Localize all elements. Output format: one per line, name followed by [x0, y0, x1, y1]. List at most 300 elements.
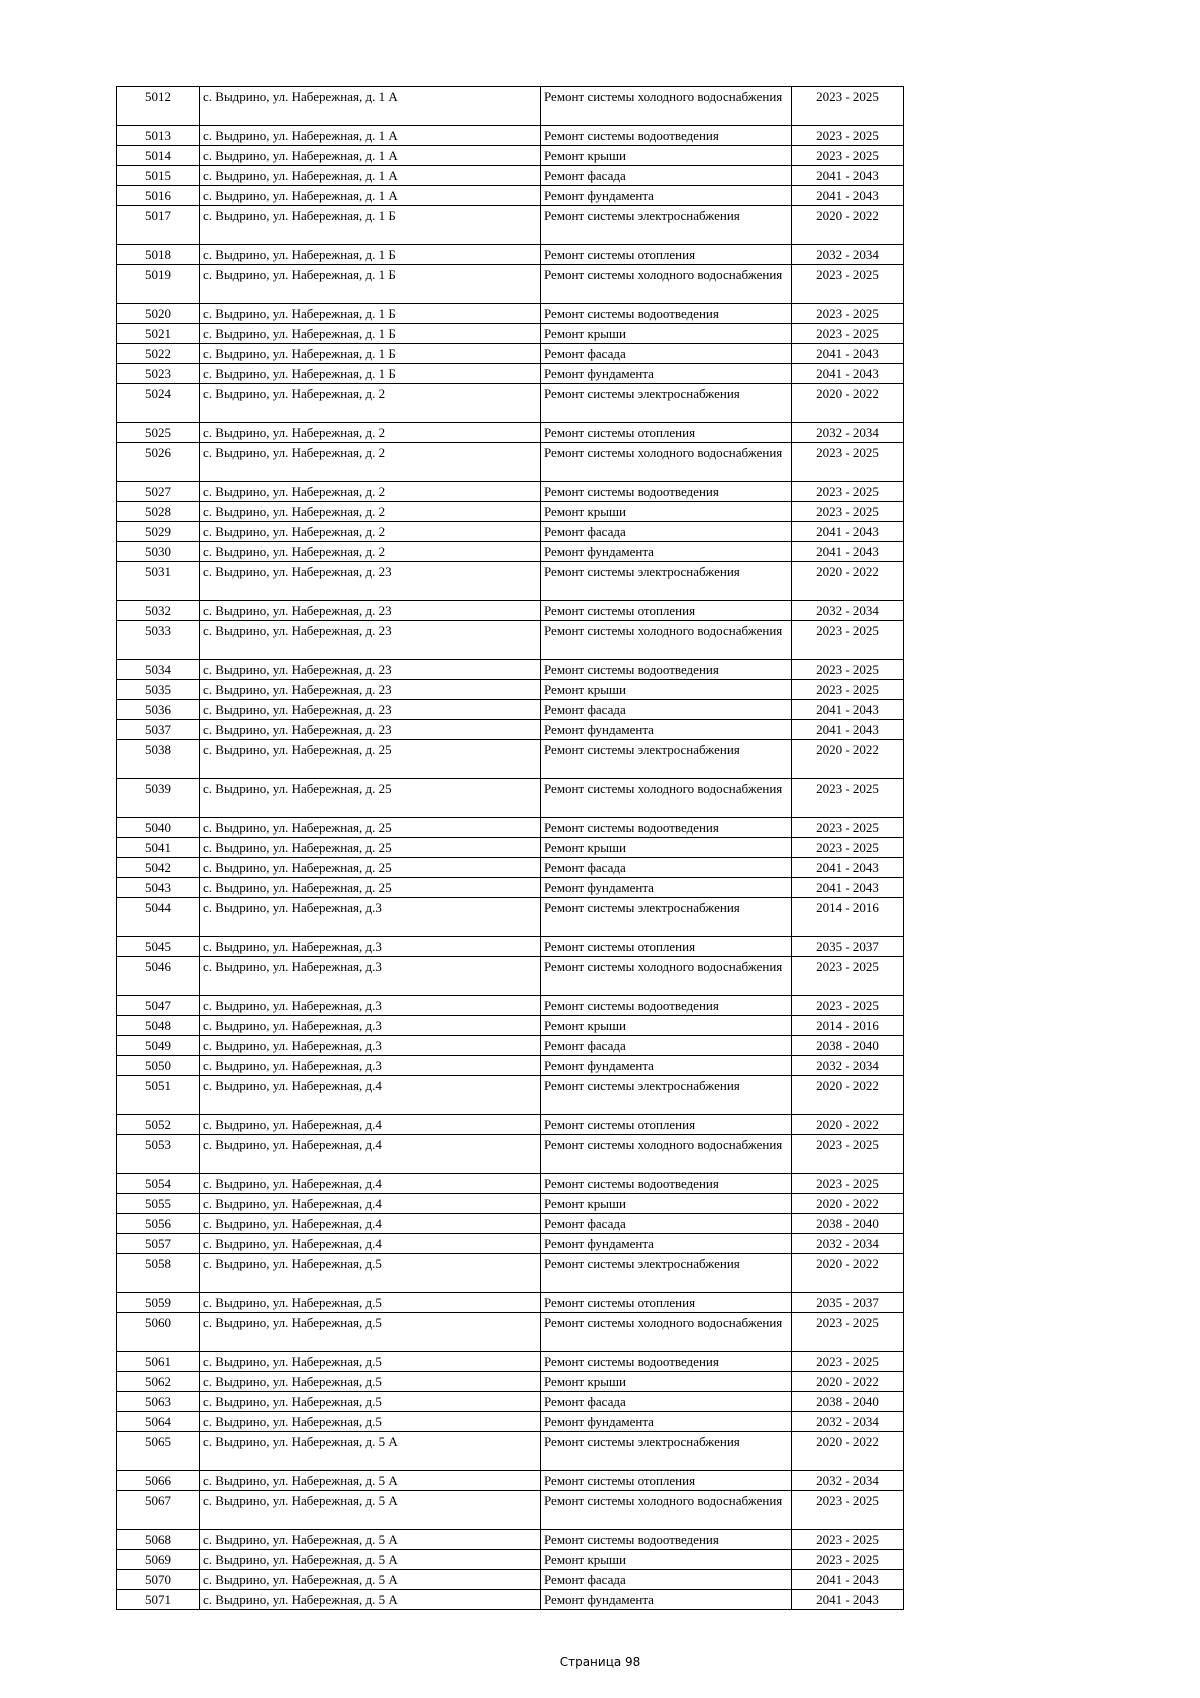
table-row: [117, 700, 904, 720]
cell-address: с. Выдрино, ул. Набережная, д.5: [200, 1372, 541, 1392]
table-row: [117, 621, 904, 660]
cell-period: 2041 - 2043: [792, 364, 904, 384]
table-row: [117, 1234, 904, 1254]
cell-address: с. Выдрино, ул. Набережная, д.3: [200, 1056, 541, 1076]
cell-period: 2023 - 2025: [792, 482, 904, 502]
cell-period: 2020 - 2022: [792, 1115, 904, 1135]
cell-period: 2023 - 2025: [792, 1550, 904, 1570]
cell-address: с. Выдрино, ул. Набережная, д. 23: [200, 700, 541, 720]
cell-period: 2038 - 2040: [792, 1392, 904, 1412]
cell-work-type: Ремонт системы водоотведения: [541, 1352, 792, 1372]
cell-number: 5062: [117, 1372, 200, 1392]
cell-work-type: Ремонт фундамента: [541, 364, 792, 384]
cell-work-type: Ремонт системы электроснабжения: [541, 1432, 792, 1471]
table-row: [117, 1016, 904, 1036]
cell-address: с. Выдрино, ул. Набережная, д. 1 Б: [200, 344, 541, 364]
cell-number: 5065: [117, 1432, 200, 1471]
cell-period: 2023 - 2025: [792, 660, 904, 680]
table-row: [117, 996, 904, 1016]
cell-period: 2023 - 2025: [792, 996, 904, 1016]
table-row: [117, 1135, 904, 1174]
cell-number: 5020: [117, 304, 200, 324]
cell-work-type: Ремонт системы электроснабжения: [541, 206, 792, 245]
cell-number: 5014: [117, 146, 200, 166]
table-row: [117, 562, 904, 601]
cell-address: с. Выдрино, ул. Набережная, д. 2: [200, 502, 541, 522]
table-row: [117, 384, 904, 423]
cell-address: с. Выдрино, ул. Набережная, д. 1 А: [200, 87, 541, 126]
cell-work-type: Ремонт фундамента: [541, 1056, 792, 1076]
cell-number: 5056: [117, 1214, 200, 1234]
cell-work-type: Ремонт системы отопления: [541, 1115, 792, 1135]
cell-period: 2023 - 2025: [792, 1313, 904, 1352]
cell-number: 5057: [117, 1234, 200, 1254]
page-footer: [0, 1655, 1200, 1669]
cell-address: с. Выдрино, ул. Набережная, д. 23: [200, 562, 541, 601]
cell-number: 5045: [117, 937, 200, 957]
cell-address: с. Выдрино, ул. Набережная, д.4: [200, 1214, 541, 1234]
cell-address: с. Выдрино, ул. Набережная, д. 23: [200, 720, 541, 740]
cell-address: с. Выдрино, ул. Набережная, д. 23: [200, 601, 541, 621]
cell-number: 5054: [117, 1174, 200, 1194]
cell-work-type: Ремонт крыши: [541, 838, 792, 858]
cell-period: 2020 - 2022: [792, 384, 904, 423]
cell-work-type: Ремонт фасада: [541, 1036, 792, 1056]
cell-work-type: Ремонт системы водоотведения: [541, 126, 792, 146]
table-row: [117, 898, 904, 937]
cell-period: 2020 - 2022: [792, 740, 904, 779]
table-row: [117, 364, 904, 384]
cell-address: с. Выдрино, ул. Набережная, д. 1 Б: [200, 304, 541, 324]
cell-number: 5053: [117, 1135, 200, 1174]
cell-address: с. Выдрино, ул. Набережная, д.3: [200, 1016, 541, 1036]
table-row: [117, 680, 904, 700]
cell-period: 2041 - 2043: [792, 344, 904, 364]
cell-period: 2023 - 2025: [792, 957, 904, 996]
cell-period: 2041 - 2043: [792, 858, 904, 878]
cell-address: с. Выдрино, ул. Набережная, д. 25: [200, 740, 541, 779]
cell-work-type: Ремонт крыши: [541, 1372, 792, 1392]
cell-number: 5061: [117, 1352, 200, 1372]
table-row: [117, 482, 904, 502]
cell-work-type: Ремонт системы водоотведения: [541, 1530, 792, 1550]
cell-work-type: Ремонт фасада: [541, 700, 792, 720]
table-row: [117, 502, 904, 522]
cell-period: 2023 - 2025: [792, 324, 904, 344]
cell-address: с. Выдрино, ул. Набережная, д.3: [200, 898, 541, 937]
cell-address: с. Выдрино, ул. Набережная, д. 1 Б: [200, 245, 541, 265]
cell-work-type: Ремонт фасада: [541, 1570, 792, 1590]
cell-period: 2020 - 2022: [792, 562, 904, 601]
cell-address: с. Выдрино, ул. Набережная, д. 2: [200, 443, 541, 482]
table-row: [117, 779, 904, 818]
cell-period: 2032 - 2034: [792, 423, 904, 443]
cell-number: 5030: [117, 542, 200, 562]
cell-number: 5044: [117, 898, 200, 937]
cell-work-type: Ремонт системы отопления: [541, 423, 792, 443]
cell-period: 2023 - 2025: [792, 126, 904, 146]
cell-address: с. Выдрино, ул. Набережная, д. 1 А: [200, 146, 541, 166]
cell-number: 5031: [117, 562, 200, 601]
cell-period: 2023 - 2025: [792, 1135, 904, 1174]
cell-address: с. Выдрино, ул. Набережная, д. 2: [200, 423, 541, 443]
cell-work-type: Ремонт системы водоотведения: [541, 818, 792, 838]
cell-work-type: Ремонт фундамента: [541, 186, 792, 206]
cell-work-type: Ремонт системы холодного водоснабжения: [541, 87, 792, 126]
table-row: [117, 186, 904, 206]
cell-address: с. Выдрино, ул. Набережная, д.5: [200, 1392, 541, 1412]
cell-work-type: Ремонт фасада: [541, 344, 792, 364]
cell-period: 2014 - 2016: [792, 1016, 904, 1036]
cell-address: с. Выдрино, ул. Набережная, д.4: [200, 1194, 541, 1214]
cell-address: с. Выдрино, ул. Набережная, д. 5 А: [200, 1590, 541, 1610]
cell-period: 2035 - 2037: [792, 937, 904, 957]
cell-work-type: Ремонт фундамента: [541, 1412, 792, 1432]
cell-period: 2023 - 2025: [792, 621, 904, 660]
cell-work-type: Ремонт системы электроснабжения: [541, 898, 792, 937]
cell-work-type: Ремонт крыши: [541, 1016, 792, 1036]
repair-schedule-table: [116, 86, 904, 1610]
cell-number: 5019: [117, 265, 200, 304]
cell-number: 5050: [117, 1056, 200, 1076]
cell-number: 5032: [117, 601, 200, 621]
cell-address: с. Выдрино, ул. Набережная, д. 1 А: [200, 166, 541, 186]
cell-work-type: Ремонт системы холодного водоснабжения: [541, 1135, 792, 1174]
cell-address: с. Выдрино, ул. Набережная, д. 1 Б: [200, 364, 541, 384]
cell-period: 2023 - 2025: [792, 146, 904, 166]
cell-address: с. Выдрино, ул. Набережная, д.4: [200, 1115, 541, 1135]
table-row: [117, 542, 904, 562]
cell-address: с. Выдрино, ул. Набережная, д. 25: [200, 878, 541, 898]
cell-number: 5048: [117, 1016, 200, 1036]
cell-work-type: Ремонт системы водоотведения: [541, 482, 792, 502]
cell-address: с. Выдрино, ул. Набережная, д.5: [200, 1254, 541, 1293]
table-row: [117, 660, 904, 680]
cell-work-type: Ремонт крыши: [541, 502, 792, 522]
table-body: [117, 87, 904, 1610]
cell-number: 5063: [117, 1392, 200, 1412]
cell-work-type: Ремонт системы отопления: [541, 245, 792, 265]
cell-address: с. Выдрино, ул. Набережная, д. 25: [200, 818, 541, 838]
cell-period: 2032 - 2034: [792, 1056, 904, 1076]
cell-work-type: Ремонт системы водоотведения: [541, 1174, 792, 1194]
cell-address: с. Выдрино, ул. Набережная, д. 2: [200, 482, 541, 502]
table-row: [117, 720, 904, 740]
cell-number: 5067: [117, 1491, 200, 1530]
cell-period: 2032 - 2034: [792, 1412, 904, 1432]
cell-work-type: Ремонт крыши: [541, 146, 792, 166]
cell-work-type: Ремонт фундамента: [541, 878, 792, 898]
table-row: [117, 1194, 904, 1214]
table-row: [117, 957, 904, 996]
cell-number: 5043: [117, 878, 200, 898]
cell-number: 5042: [117, 858, 200, 878]
cell-number: 5037: [117, 720, 200, 740]
table-row: [117, 1214, 904, 1234]
table-row: [117, 818, 904, 838]
cell-number: 5049: [117, 1036, 200, 1056]
cell-address: с. Выдрино, ул. Набережная, д. 1 А: [200, 126, 541, 146]
cell-number: 5033: [117, 621, 200, 660]
cell-period: 2023 - 2025: [792, 443, 904, 482]
cell-period: 2023 - 2025: [792, 304, 904, 324]
cell-address: с. Выдрино, ул. Набережная, д. 2: [200, 542, 541, 562]
table-row: [117, 522, 904, 542]
cell-period: 2023 - 2025: [792, 502, 904, 522]
cell-work-type: Ремонт системы электроснабжения: [541, 1254, 792, 1293]
cell-work-type: Ремонт крыши: [541, 680, 792, 700]
table-row: [117, 324, 904, 344]
table-row: [117, 937, 904, 957]
cell-period: 2023 - 2025: [792, 1352, 904, 1372]
cell-work-type: Ремонт системы водоотведения: [541, 996, 792, 1016]
cell-work-type: Ремонт системы электроснабжения: [541, 384, 792, 423]
table-row: [117, 1352, 904, 1372]
cell-address: с. Выдрино, ул. Набережная, д.5: [200, 1293, 541, 1313]
table-row: [117, 1530, 904, 1550]
cell-work-type: Ремонт системы отопления: [541, 1471, 792, 1491]
cell-number: 5040: [117, 818, 200, 838]
cell-work-type: Ремонт фасада: [541, 522, 792, 542]
cell-number: 5055: [117, 1194, 200, 1214]
cell-work-type: Ремонт системы холодного водоснабжения: [541, 443, 792, 482]
table-row: [117, 1471, 904, 1491]
cell-work-type: Ремонт системы отопления: [541, 937, 792, 957]
table-row: [117, 740, 904, 779]
cell-number: 5064: [117, 1412, 200, 1432]
cell-period: 2014 - 2016: [792, 898, 904, 937]
table-row: [117, 87, 904, 126]
cell-work-type: Ремонт фундамента: [541, 542, 792, 562]
cell-work-type: Ремонт фундамента: [541, 1234, 792, 1254]
table-row: [117, 304, 904, 324]
table-row: [117, 1115, 904, 1135]
cell-number: 5035: [117, 680, 200, 700]
cell-period: 2032 - 2034: [792, 1471, 904, 1491]
cell-period: 2032 - 2034: [792, 601, 904, 621]
cell-address: с. Выдрино, ул. Набережная, д. 5 А: [200, 1432, 541, 1471]
cell-number: 5041: [117, 838, 200, 858]
table-row: [117, 1570, 904, 1590]
cell-period: 2023 - 2025: [792, 1174, 904, 1194]
table-row: [117, 265, 904, 304]
cell-work-type: Ремонт системы электроснабжения: [541, 740, 792, 779]
cell-address: с. Выдрино, ул. Набережная, д.4: [200, 1135, 541, 1174]
cell-number: 5047: [117, 996, 200, 1016]
cell-number: 5071: [117, 1590, 200, 1610]
cell-number: 5052: [117, 1115, 200, 1135]
table-row: [117, 1392, 904, 1412]
cell-number: 5029: [117, 522, 200, 542]
cell-period: 2023 - 2025: [792, 680, 904, 700]
cell-work-type: Ремонт системы электроснабжения: [541, 1076, 792, 1115]
table-row: [117, 146, 904, 166]
cell-number: 5023: [117, 364, 200, 384]
table-row: [117, 1412, 904, 1432]
cell-work-type: Ремонт системы холодного водоснабжения: [541, 957, 792, 996]
cell-period: 2023 - 2025: [792, 265, 904, 304]
table-row: [117, 1056, 904, 1076]
cell-work-type: Ремонт фасада: [541, 166, 792, 186]
cell-period: 2041 - 2043: [792, 186, 904, 206]
cell-work-type: Ремонт фундамента: [541, 720, 792, 740]
cell-number: 5012: [117, 87, 200, 126]
cell-number: 5066: [117, 1471, 200, 1491]
cell-address: с. Выдрино, ул. Набережная, д. 5 А: [200, 1550, 541, 1570]
cell-work-type: Ремонт фасада: [541, 1214, 792, 1234]
cell-address: с. Выдрино, ул. Набережная, д. 1 Б: [200, 265, 541, 304]
cell-number: 5016: [117, 186, 200, 206]
cell-period: 2041 - 2043: [792, 878, 904, 898]
table-row: [117, 206, 904, 245]
cell-period: 2020 - 2022: [792, 206, 904, 245]
table-row: [117, 1372, 904, 1392]
cell-period: 2041 - 2043: [792, 700, 904, 720]
cell-number: 5013: [117, 126, 200, 146]
table-row: [117, 126, 904, 146]
cell-work-type: Ремонт крыши: [541, 1550, 792, 1570]
cell-period: 2020 - 2022: [792, 1432, 904, 1471]
cell-work-type: Ремонт системы холодного водоснабжения: [541, 265, 792, 304]
table-row: [117, 838, 904, 858]
table-row: [117, 1590, 904, 1610]
cell-number: 5058: [117, 1254, 200, 1293]
cell-number: 5026: [117, 443, 200, 482]
cell-address: с. Выдрино, ул. Набережная, д. 1 Б: [200, 324, 541, 344]
cell-address: с. Выдрино, ул. Набережная, д.3: [200, 996, 541, 1016]
cell-address: с. Выдрино, ул. Набережная, д. 25: [200, 858, 541, 878]
cell-number: 5021: [117, 324, 200, 344]
cell-period: 2023 - 2025: [792, 818, 904, 838]
cell-period: 2023 - 2025: [792, 779, 904, 818]
table-row: [117, 443, 904, 482]
cell-period: 2041 - 2043: [792, 720, 904, 740]
cell-period: 2041 - 2043: [792, 1570, 904, 1590]
cell-address: с. Выдрино, ул. Набережная, д.4: [200, 1174, 541, 1194]
cell-period: 2038 - 2040: [792, 1036, 904, 1056]
cell-period: 2032 - 2034: [792, 245, 904, 265]
table-row: [117, 858, 904, 878]
cell-work-type: Ремонт системы электроснабжения: [541, 562, 792, 601]
cell-number: 5017: [117, 206, 200, 245]
cell-number: 5025: [117, 423, 200, 443]
cell-period: 2023 - 2025: [792, 87, 904, 126]
cell-number: 5068: [117, 1530, 200, 1550]
table-row: [117, 245, 904, 265]
cell-period: 2041 - 2043: [792, 166, 904, 186]
cell-number: 5039: [117, 779, 200, 818]
cell-number: 5034: [117, 660, 200, 680]
cell-period: 2041 - 2043: [792, 542, 904, 562]
table-row: [117, 1076, 904, 1115]
cell-address: с. Выдрино, ул. Набережная, д. 5 А: [200, 1491, 541, 1530]
cell-period: 2020 - 2022: [792, 1254, 904, 1293]
cell-work-type: Ремонт системы водоотведения: [541, 304, 792, 324]
cell-number: 5022: [117, 344, 200, 364]
cell-address: с. Выдрино, ул. Набережная, д. 25: [200, 838, 541, 858]
cell-work-type: Ремонт системы холодного водоснабжения: [541, 621, 792, 660]
cell-address: с. Выдрино, ул. Набережная, д. 5 А: [200, 1530, 541, 1550]
cell-address: с. Выдрино, ул. Набережная, д.3: [200, 957, 541, 996]
cell-work-type: Ремонт фасада: [541, 1392, 792, 1412]
cell-work-type: Ремонт системы отопления: [541, 601, 792, 621]
cell-work-type: Ремонт фундамента: [541, 1590, 792, 1610]
cell-number: 5046: [117, 957, 200, 996]
cell-number: 5038: [117, 740, 200, 779]
cell-period: 2038 - 2040: [792, 1214, 904, 1234]
cell-address: с. Выдрино, ул. Набережная, д. 23: [200, 660, 541, 680]
cell-address: с. Выдрино, ул. Набережная, д. 5 А: [200, 1570, 541, 1590]
table-row: [117, 1254, 904, 1293]
cell-address: с. Выдрино, ул. Набережная, д. 5 А: [200, 1471, 541, 1491]
table-row: [117, 601, 904, 621]
table-row: [117, 1432, 904, 1471]
cell-period: 2023 - 2025: [792, 838, 904, 858]
cell-period: 2020 - 2022: [792, 1076, 904, 1115]
page-number: Страница 98: [559, 1655, 641, 1669]
cell-number: 5018: [117, 245, 200, 265]
cell-period: 2035 - 2037: [792, 1293, 904, 1313]
cell-address: с. Выдрино, ул. Набережная, д.4: [200, 1234, 541, 1254]
cell-number: 5027: [117, 482, 200, 502]
cell-period: 2023 - 2025: [792, 1491, 904, 1530]
cell-period: 2041 - 2043: [792, 1590, 904, 1610]
cell-work-type: Ремонт системы холодного водоснабжения: [541, 1491, 792, 1530]
table-row: [117, 344, 904, 364]
cell-work-type: Ремонт системы водоотведения: [541, 660, 792, 680]
cell-address: с. Выдрино, ул. Набережная, д.5: [200, 1412, 541, 1432]
table-row: [117, 878, 904, 898]
cell-address: с. Выдрино, ул. Набережная, д.4: [200, 1076, 541, 1115]
cell-period: 2032 - 2034: [792, 1234, 904, 1254]
cell-address: с. Выдрино, ул. Набережная, д. 23: [200, 680, 541, 700]
table-row: [117, 1491, 904, 1530]
table-row: [117, 1174, 904, 1194]
cell-address: с. Выдрино, ул. Набережная, д. 2: [200, 522, 541, 542]
table-row: [117, 1036, 904, 1056]
cell-number: 5059: [117, 1293, 200, 1313]
cell-work-type: Ремонт системы холодного водоснабжения: [541, 1313, 792, 1352]
table-row: [117, 1313, 904, 1352]
cell-address: с. Выдрино, ул. Набережная, д.5: [200, 1313, 541, 1352]
cell-period: 2041 - 2043: [792, 522, 904, 542]
cell-address: с. Выдрино, ул. Набережная, д.3: [200, 1036, 541, 1056]
table-row: [117, 1550, 904, 1570]
cell-number: 5070: [117, 1570, 200, 1590]
cell-number: 5069: [117, 1550, 200, 1570]
cell-work-type: Ремонт системы отопления: [541, 1293, 792, 1313]
cell-work-type: Ремонт крыши: [541, 1194, 792, 1214]
cell-period: 2023 - 2025: [792, 1530, 904, 1550]
cell-address: с. Выдрино, ул. Набережная, д. 25: [200, 779, 541, 818]
cell-work-type: Ремонт фасада: [541, 858, 792, 878]
table-row: [117, 166, 904, 186]
cell-number: 5028: [117, 502, 200, 522]
cell-address: с. Выдрино, ул. Набережная, д.3: [200, 937, 541, 957]
cell-address: с. Выдрино, ул. Набережная, д. 2: [200, 384, 541, 423]
cell-period: 2020 - 2022: [792, 1194, 904, 1214]
table-row: [117, 423, 904, 443]
cell-number: 5060: [117, 1313, 200, 1352]
cell-work-type: Ремонт крыши: [541, 324, 792, 344]
cell-period: 2020 - 2022: [792, 1372, 904, 1392]
cell-work-type: Ремонт системы холодного водоснабжения: [541, 779, 792, 818]
cell-number: 5036: [117, 700, 200, 720]
cell-address: с. Выдрино, ул. Набережная, д. 1 А: [200, 186, 541, 206]
cell-address: с. Выдрино, ул. Набережная, д. 1 Б: [200, 206, 541, 245]
cell-address: с. Выдрино, ул. Набережная, д.5: [200, 1352, 541, 1372]
table-row: [117, 1293, 904, 1313]
